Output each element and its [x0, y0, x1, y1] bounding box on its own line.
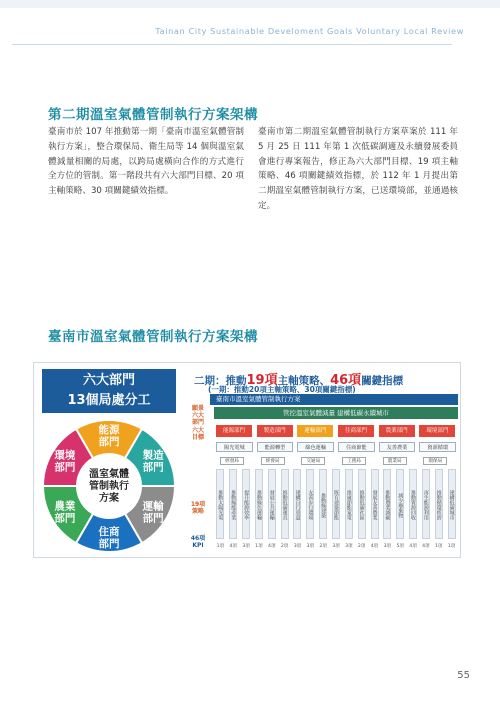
structure-panel — [184, 363, 461, 558]
donut-segment-label: 部門 — [54, 512, 76, 525]
headline-kpi-count: 46項 — [330, 373, 362, 388]
bureau-box: 交通局 — [301, 457, 325, 465]
kpi-count: 3項 — [306, 544, 315, 549]
side-label-strategy-1: 19項 — [190, 501, 206, 508]
department-box: 運輸部門 — [297, 425, 333, 437]
strategy-column: 發展公共運輸 — [268, 469, 276, 539]
six-sectors-panel — [34, 363, 184, 558]
bureau-count-title: 13個局處分工 — [67, 393, 151, 408]
side-label-vision-1: 願景 — [191, 405, 204, 412]
paragraph-left: 臺南市於 107 年推動第一期「臺南市溫室氣體管制執行方案」，整合環保局、衛生局等 14 個與溫室氣體減量相關的局處，以跨局處橫向合作的方式進行全方位的管制。第一階段共有六大部門目標、20 項主軸策略、30 項關鍵績效指標。 — [48, 127, 244, 197]
donut-center-label: 方案 — [99, 493, 119, 504]
kpi-count: 2項 — [319, 544, 327, 549]
strategy-column: 推廣節能家電 — [345, 469, 353, 539]
page-header — [0, 0, 500, 50]
kpi-count: 2項 — [357, 544, 366, 549]
department-box: 能源部門 — [216, 425, 252, 437]
strategy-column: 推動農業減碳 — [383, 469, 391, 539]
strategy-column: 既有建築節能 — [332, 469, 340, 539]
donut-segment-label: 能源 — [98, 424, 120, 436]
side-label-goal-1: 六大 — [191, 427, 204, 434]
goal-box: 能源轉型 — [257, 442, 294, 452]
donut-segment-label: 農業 — [54, 500, 76, 513]
department-box: 農業部門 — [379, 425, 415, 437]
kpi-count: 4項 — [229, 544, 238, 549]
kpi-count: 4項 — [409, 544, 417, 549]
side-label-goal-2: 目標 — [191, 434, 204, 441]
strategy-column: 發展友善農業 — [371, 469, 379, 539]
department-box: 住商部門 — [338, 425, 374, 437]
side-label-kpi-1: 46項 — [190, 535, 206, 542]
donut-segment-label: 住商 — [98, 526, 120, 538]
side-label-vision-3: 部門 — [191, 419, 204, 426]
header-title: Tainan City Sustainable Develoment Goals Voluntary Local Review — [155, 26, 464, 36]
bureau-box: 工務局 — [342, 457, 366, 465]
kpi-count: 3項 — [345, 544, 353, 549]
kpi-count: 1項 — [255, 544, 263, 549]
strategy-column: 提升能源效率 — [242, 469, 250, 539]
headline-prefix: 二期：推動 — [194, 375, 247, 387]
page-number: 55 — [457, 670, 470, 681]
side-label-kpi — [185, 535, 211, 549]
kpi-count: 4項 — [268, 544, 276, 549]
donut-segment-label: 環境 — [54, 449, 76, 462]
kpi-count: 3項 — [332, 544, 340, 549]
paragraph-right: 臺南市第二期溫室氣體管制執行方案草案於 111 年 5 月 25 日 111 年第 1 次低碳調適及永續發展委員會進行專案報告，修正為六大部門目標、19 項主軸策略、46 項關鍵績效指標，於 112 年 1 月提出第二期溫室氣體管制執行方案，已送環境部，並通過核定。 — [258, 127, 458, 211]
strategy-column: 再生能源利用 — [422, 469, 430, 539]
kpi-count: 1項 — [216, 544, 225, 549]
donut-segment-label: 部門 — [54, 461, 76, 474]
phase-one-subline: (一期：推動20項主軸策略、30項關鍵指標) — [208, 385, 356, 394]
sector-donut-chart — [39, 417, 179, 555]
headline-strategy-count: 19項 — [246, 373, 278, 388]
department-box: 環境部門 — [419, 425, 455, 437]
strategy-column: 推動循環經濟 — [435, 469, 443, 539]
department-box: 製造部門 — [257, 425, 293, 437]
six-sectors-title-box — [42, 369, 176, 413]
strategy-column: 推動太陽光電 — [216, 469, 224, 539]
donut-segment-label: 製造 — [142, 449, 164, 462]
strategy-row — [214, 469, 458, 539]
side-label-strategy-2: 策略 — [191, 508, 204, 515]
goal-box: 陽光電城 — [216, 442, 253, 452]
plan-bar: 臺南市溫室氣體管制執行方案 — [210, 394, 458, 405]
side-label-kpi-2: KPI — [192, 542, 204, 549]
donut-segment-label: 部門 — [98, 436, 120, 448]
goal-box: 資源循環 — [419, 442, 456, 452]
kpi-count: 3項 — [242, 544, 250, 549]
bureau-box: 農業局 — [383, 457, 407, 465]
donut-segment-label: 部門 — [98, 538, 120, 550]
kpi-count: 4項 — [422, 544, 430, 549]
strategy-column: 推動低碳社區 — [358, 469, 366, 539]
kpi-count: 5項 — [396, 544, 404, 549]
headline-suffix: 關鍵指標 — [361, 375, 404, 387]
kpi-count: 3項 — [383, 544, 392, 549]
section-title-phase-two: 第二期溫室氣體管制執行方案架構 — [48, 107, 258, 123]
strategy-column: 建構低碳城市 — [448, 469, 456, 539]
goal-box: 友善農業 — [379, 442, 416, 452]
kpi-row — [214, 543, 458, 551]
bureau-row — [214, 457, 458, 465]
donut-center-label: 管制執行 — [89, 481, 129, 492]
kpi-count: 2項 — [280, 544, 289, 549]
strategy-column: 推動綠色運輸 — [255, 469, 263, 539]
strategy-column: 推動綠建築 — [319, 469, 327, 539]
donut-center-label: 溫室氣體 — [89, 469, 129, 480]
kpi-count: 4項 — [370, 544, 379, 549]
vision-bar: 管控溫室氣體減量 建構低碳永續城市 — [214, 407, 458, 419]
side-label-vision — [185, 405, 211, 426]
goal-box: 綠色運輸 — [297, 442, 334, 452]
strategy-column: 減少廢棄物 — [396, 469, 404, 539]
donut-segment-label: 部門 — [142, 461, 164, 474]
strategy-column: 推動低碳運具 — [281, 469, 289, 539]
strategy-column: 推動綠能產業 — [229, 469, 237, 539]
department-row — [214, 425, 458, 437]
bureau-box: 環保局 — [423, 457, 447, 465]
strategy-column: 友善步行環境 — [306, 469, 314, 539]
donut-segment-label: 部門 — [142, 512, 164, 525]
bureau-box: 經發局 — [261, 457, 285, 465]
header-rule — [12, 44, 452, 45]
kpi-count: 1項 — [434, 544, 443, 549]
headline-middle: 主軸策略、 — [277, 375, 331, 387]
kpi-count: 1項 — [447, 544, 456, 549]
header-band — [0, 0, 500, 8]
strategy-column: 推動資源回收 — [409, 469, 417, 539]
section-title-framework: 臺南市溫室氣體管制執行方案架構 — [48, 329, 258, 345]
six-sectors-title: 六大部門 — [82, 373, 135, 388]
kpi-count: 3項 — [293, 544, 302, 549]
side-label-strategies — [185, 501, 211, 515]
donut-segment-label: 運輸 — [142, 500, 164, 513]
framework-diagram — [33, 362, 461, 558]
strategy-column: 建構自行車道 — [293, 469, 301, 539]
side-label-goals — [185, 427, 211, 441]
side-label-vision-2: 六大 — [191, 412, 204, 419]
goal-row — [214, 442, 458, 452]
goal-box: 住商節能 — [338, 442, 375, 452]
bureau-box: 經發局 — [220, 457, 244, 465]
